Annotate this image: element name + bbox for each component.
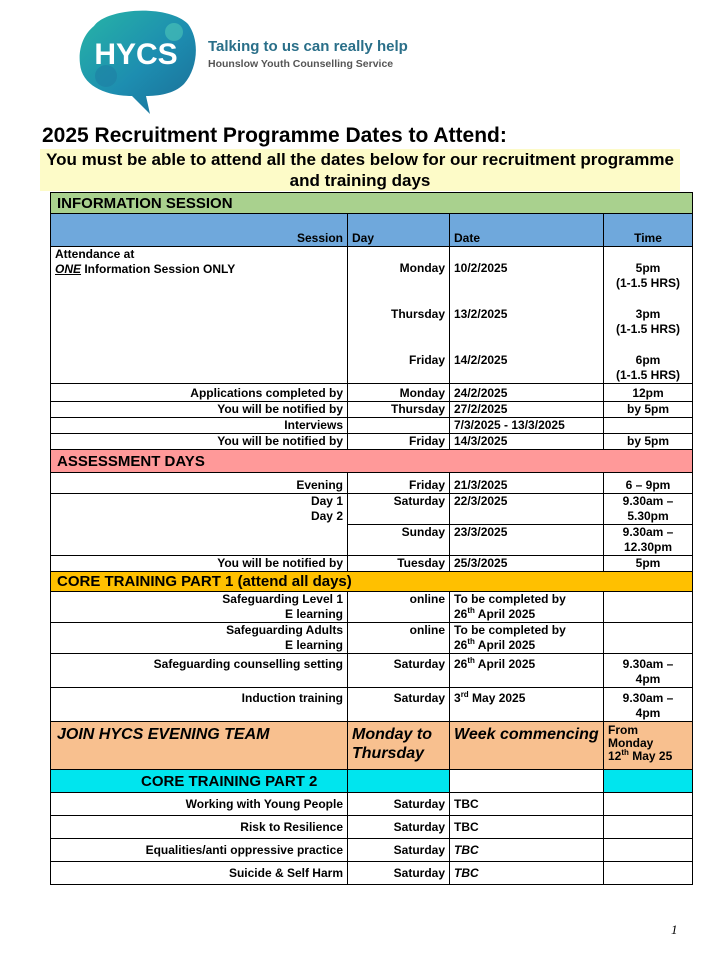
- join-label: JOIN HYCS EVENING TEAM: [51, 722, 348, 770]
- session-time: 6pm (1-1.5 HRS): [615, 353, 680, 382]
- evening-label: Evening: [51, 473, 348, 494]
- core2-date: TBC: [450, 816, 604, 839]
- training-label: Induction training: [51, 688, 348, 722]
- row-day: Thursday: [348, 402, 450, 418]
- core2-time: [604, 793, 693, 816]
- assessment-notified-row: [51, 556, 693, 572]
- interviews-row: [51, 418, 693, 434]
- attendance-rest: Information Session ONLY: [81, 262, 236, 276]
- core2-day: Saturday: [348, 793, 450, 816]
- assessment-evening-row: [51, 473, 693, 494]
- training-date: 3rd May 2025: [450, 688, 604, 722]
- tagline: Talking to us can really help: [208, 38, 408, 55]
- core2-day: Saturday: [348, 862, 450, 885]
- day2-date: 23/3/2025: [450, 525, 604, 556]
- notified-date: 25/3/2025: [450, 556, 604, 572]
- training-label: Safeguarding Adults E learning: [51, 623, 348, 654]
- session-date: 10/2/2025: [454, 261, 508, 275]
- core2-row: [51, 793, 693, 816]
- notified-row-1: [51, 402, 693, 418]
- training-label: Safeguarding Level 1 E learning: [51, 592, 348, 623]
- notified-label: You will be notified by: [51, 556, 348, 572]
- core1-heading: CORE TRAINING PART 1 (attend all days): [51, 572, 693, 592]
- evening-day: Friday: [348, 473, 450, 494]
- core2-heading: CORE TRAINING PART 2: [51, 770, 348, 793]
- training-day: online: [348, 592, 450, 623]
- core2-label: Suicide & Self Harm: [51, 862, 348, 885]
- attendance-note: [55, 262, 343, 277]
- core2-date: TBC: [450, 862, 604, 885]
- training-date: To be completed by 26th April 2025: [450, 592, 604, 623]
- core2-date: TBC: [450, 839, 604, 862]
- core2-time: [604, 816, 693, 839]
- session-time: 3pm (1-1.5 HRS): [615, 307, 680, 336]
- attendance-cell: [51, 247, 348, 384]
- notified-day: Tuesday: [348, 556, 450, 572]
- core2-heading-fill: [348, 770, 450, 793]
- training-day: online: [348, 623, 450, 654]
- join-from: From Monday 12th May 25: [604, 722, 693, 770]
- session-day: Thursday: [390, 307, 445, 321]
- attendance-notice: You must be able to attend all the dates below for our recruitment programme and training days: [40, 149, 680, 191]
- col-day: Day: [348, 214, 450, 247]
- row-time: [604, 418, 693, 434]
- hycs-logo: [76, 6, 198, 118]
- row-time: by 5pm: [604, 434, 693, 450]
- row-time: 12pm: [604, 384, 693, 402]
- core2-time: [604, 839, 693, 862]
- row-date: 14/3/2025: [450, 434, 604, 450]
- training-day: Saturday: [348, 654, 450, 688]
- core2-heading-blank: [450, 770, 604, 793]
- training-day: Saturday: [348, 688, 450, 722]
- core2-heading-fill: [604, 770, 693, 793]
- info-session-heading: INFORMATION SESSION: [51, 193, 693, 214]
- assessment-heading-row: [51, 450, 693, 473]
- row-time: by 5pm: [604, 402, 693, 418]
- schedule-table: [50, 192, 693, 885]
- core1-row: [51, 623, 693, 654]
- training-time: 9.30am – 4pm: [604, 688, 693, 722]
- assessment-day1-row: [51, 494, 693, 525]
- core1-heading-row: [51, 572, 693, 592]
- day-labels: [51, 494, 348, 556]
- core2-label: Working with Young People: [51, 793, 348, 816]
- sessions-dates: [450, 247, 604, 384]
- sessions-times: [604, 247, 693, 384]
- row-label: Applications completed by: [51, 384, 348, 402]
- attendance-label: Attendance at: [55, 247, 135, 261]
- core1-row: [51, 654, 693, 688]
- session-day: Monday: [399, 261, 445, 275]
- day1-label: Day 1: [310, 494, 343, 508]
- page-title: 2025 Recruitment Programme Dates to Attend:: [42, 124, 507, 147]
- row-day: Monday: [348, 384, 450, 402]
- core2-row: [51, 816, 693, 839]
- org-name: Hounslow Youth Counselling Service: [208, 58, 394, 70]
- sessions-days: [348, 247, 450, 384]
- training-label: Safeguarding counselling setting: [51, 654, 348, 688]
- session-time: 5pm (1-1.5 HRS): [615, 261, 680, 290]
- row-label: You will be notified by: [51, 434, 348, 450]
- row-day: Friday: [348, 434, 450, 450]
- info-session-heading-row: [51, 193, 693, 214]
- page-number: 1: [671, 922, 678, 937]
- core1-row: [51, 592, 693, 623]
- join-date: Week commencing: [450, 722, 604, 770]
- column-header-row: [51, 214, 693, 247]
- training-time: [604, 623, 693, 654]
- assessment-heading: ASSESSMENT DAYS: [51, 450, 693, 473]
- day1-time: 9.30am – 5.30pm: [604, 494, 693, 525]
- day2-day: Sunday: [348, 525, 450, 556]
- row-label: You will be notified by: [51, 402, 348, 418]
- core2-label: Equalities/anti oppressive practice: [51, 839, 348, 862]
- session-day: Friday: [408, 353, 445, 367]
- core2-date: TBC: [450, 793, 604, 816]
- col-time: Time: [604, 214, 693, 247]
- row-date: 24/2/2025: [450, 384, 604, 402]
- col-date: Date: [450, 214, 604, 247]
- row-day: [348, 418, 450, 434]
- day1-date: 22/3/2025: [450, 494, 604, 525]
- notified-time: 5pm: [604, 556, 693, 572]
- day2-label: Day 2: [310, 509, 343, 523]
- col-session: Session: [51, 214, 348, 247]
- row-date: 27/2/2025: [450, 402, 604, 418]
- join-row: [51, 722, 693, 770]
- session-date: 14/2/2025: [454, 353, 508, 367]
- training-date: To be completed by 26th April 2025: [450, 623, 604, 654]
- core2-heading-row: [51, 770, 693, 793]
- join-day: Monday to Thursday: [348, 722, 450, 770]
- row-label: Interviews: [51, 418, 348, 434]
- core1-row: [51, 688, 693, 722]
- evening-date: 21/3/2025: [450, 473, 604, 494]
- row-date: 7/3/2025 - 13/3/2025: [450, 418, 604, 434]
- info-sessions-row: [51, 247, 693, 384]
- core2-day: Saturday: [348, 816, 450, 839]
- core2-label: Risk to Resilience: [51, 816, 348, 839]
- evening-time: 6 – 9pm: [604, 473, 693, 494]
- core2-row: [51, 839, 693, 862]
- day1-day: Saturday: [348, 494, 450, 525]
- day2-time: 9.30am – 12.30pm: [604, 525, 693, 556]
- core2-row: [51, 862, 693, 885]
- applications-row: [51, 384, 693, 402]
- training-time: 9.30am – 4pm: [604, 654, 693, 688]
- logo-text: HYCS: [94, 38, 178, 71]
- core2-time: [604, 862, 693, 885]
- training-time: [604, 592, 693, 623]
- session-date: 13/2/2025: [454, 307, 508, 321]
- attendance-one: ONE: [55, 262, 82, 276]
- notified-row-2: [51, 434, 693, 450]
- core2-day: Saturday: [348, 839, 450, 862]
- training-date: 26th April 2025: [450, 654, 604, 688]
